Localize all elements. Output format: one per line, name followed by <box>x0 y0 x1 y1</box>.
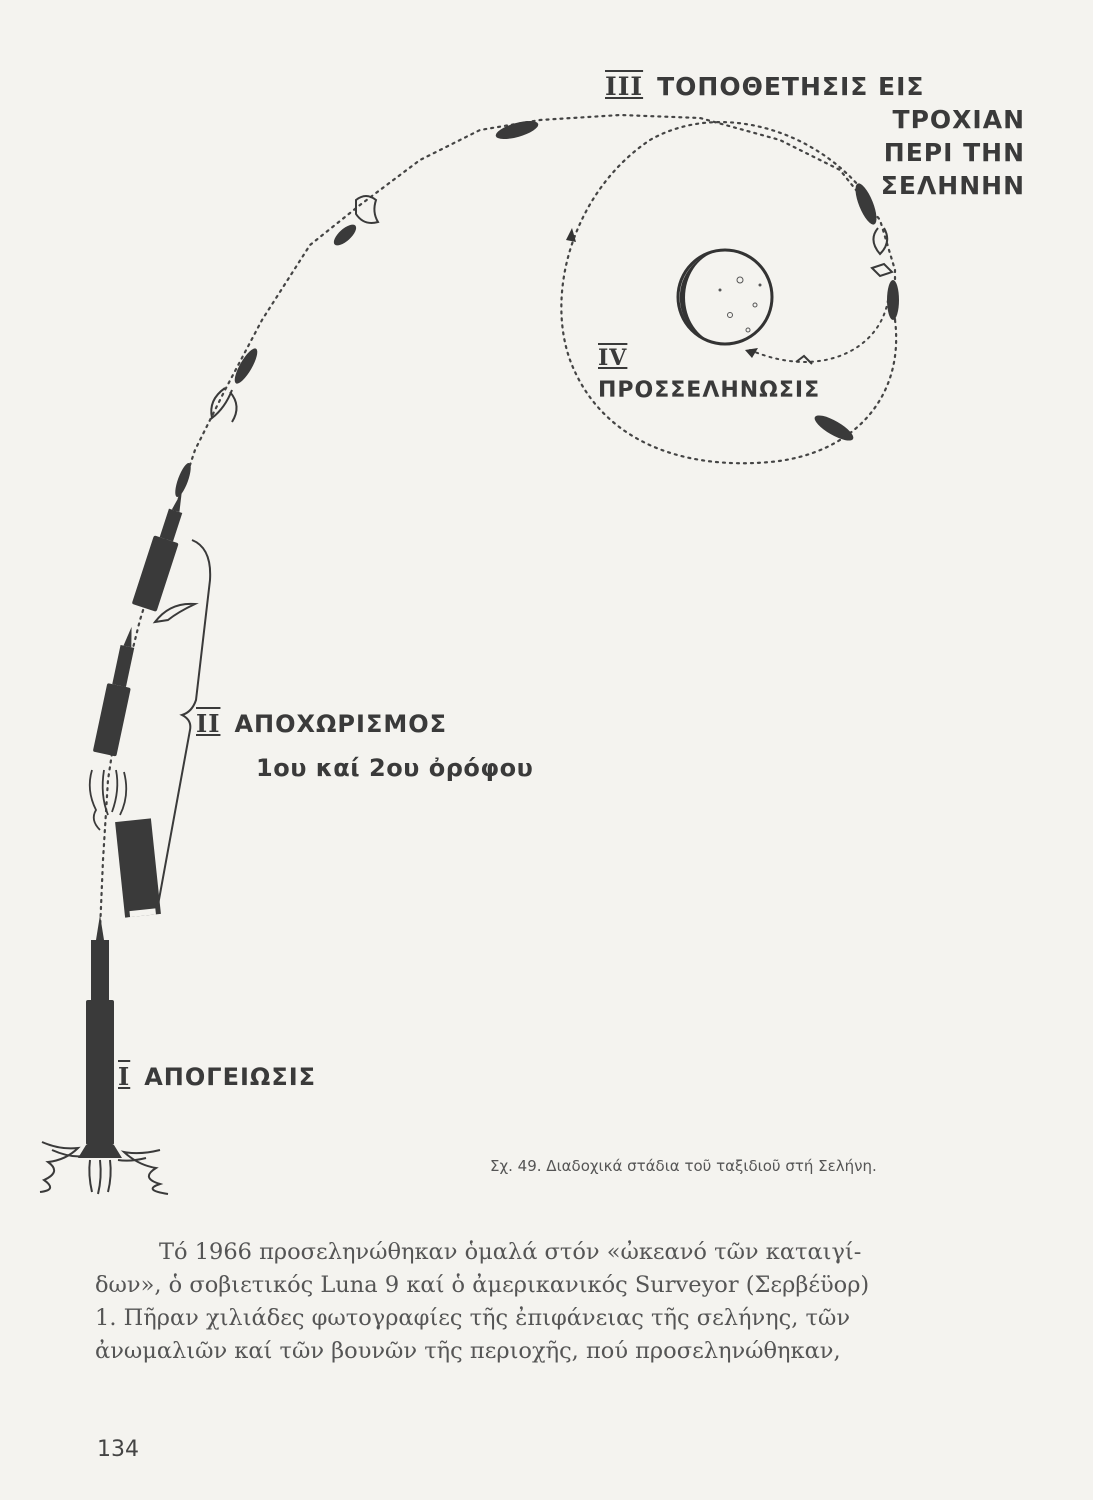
stage-ii-line-2: 1ου καί 2ου ὀρόφου <box>256 754 534 782</box>
stage-iii-line-3: ΠΕΡΙ ΤΗΝ <box>883 138 1025 167</box>
stage-iii-label <box>605 70 1025 202</box>
page-number: 134 <box>97 1437 139 1462</box>
body-line-2: δων», ὁ σοβιετικός Luna 9 καί ὁ ἀμερικανικός Surveyor (Σερβέϋορ) <box>95 1272 870 1298</box>
launch-rocket <box>78 915 122 1158</box>
launch-trajectory <box>100 115 895 930</box>
body-paragraph <box>95 1236 975 1368</box>
stage-iii-line-4: ΣΕΛΗΝΗΝ <box>880 171 1025 200</box>
second-stage-rocket <box>93 624 144 756</box>
stage-iii-numeral: III <box>605 72 644 101</box>
stage-exhaust-icon <box>90 770 127 830</box>
stage-i-label <box>118 1062 316 1091</box>
body-line-3: 1. Πῆραν χιλιάδες φωτογραφίες τῆς ἐπιφάνειας τῆς σελήνης, τῶν <box>95 1305 851 1331</box>
stage-iii-line-2: ΤΡΟΧΙΑΝ <box>892 105 1025 134</box>
stage-iii-line-1: ΤΟΠΟΘΕΤΗΣΙΣ ΕΙΣ <box>657 72 925 101</box>
stage-ii-line-1: ΑΠΟΧΩΡΙΣΜΟΣ <box>234 710 448 738</box>
stage-ii-numeral: II <box>196 709 221 738</box>
stage-i-text: ΑΠΟΓΕΙΩΣΙΣ <box>144 1063 317 1091</box>
figure-caption: Σχ. 49. Διαδοχικά στάδια τοῦ ταξιδιοῦ στή Σελήνη. <box>490 1157 877 1175</box>
stage-iv-numeral: IV <box>598 345 628 371</box>
third-stage-rocket <box>132 488 194 612</box>
stage-iv-label <box>598 342 820 407</box>
moon <box>678 250 772 344</box>
body-line-1: Τό 1966 προσεληνώθηκαν ὁμαλά στόν «ὠκεανό τῶν καταιγί- <box>159 1239 862 1265</box>
stage-iv-text: ΠΡΟΣΣΕΛΗΝΩΣΙΣ <box>598 378 821 403</box>
stage-ii-label <box>196 702 533 790</box>
separated-stage <box>115 818 161 917</box>
separated-fairing-icon <box>155 604 195 622</box>
stage-i-numeral: I <box>118 1062 131 1091</box>
body-line-4: ἀνωμαλιῶν καί τῶν βουνῶν τῆς περιοχῆς, πού προσεληνώθηκαν, <box>95 1338 841 1364</box>
